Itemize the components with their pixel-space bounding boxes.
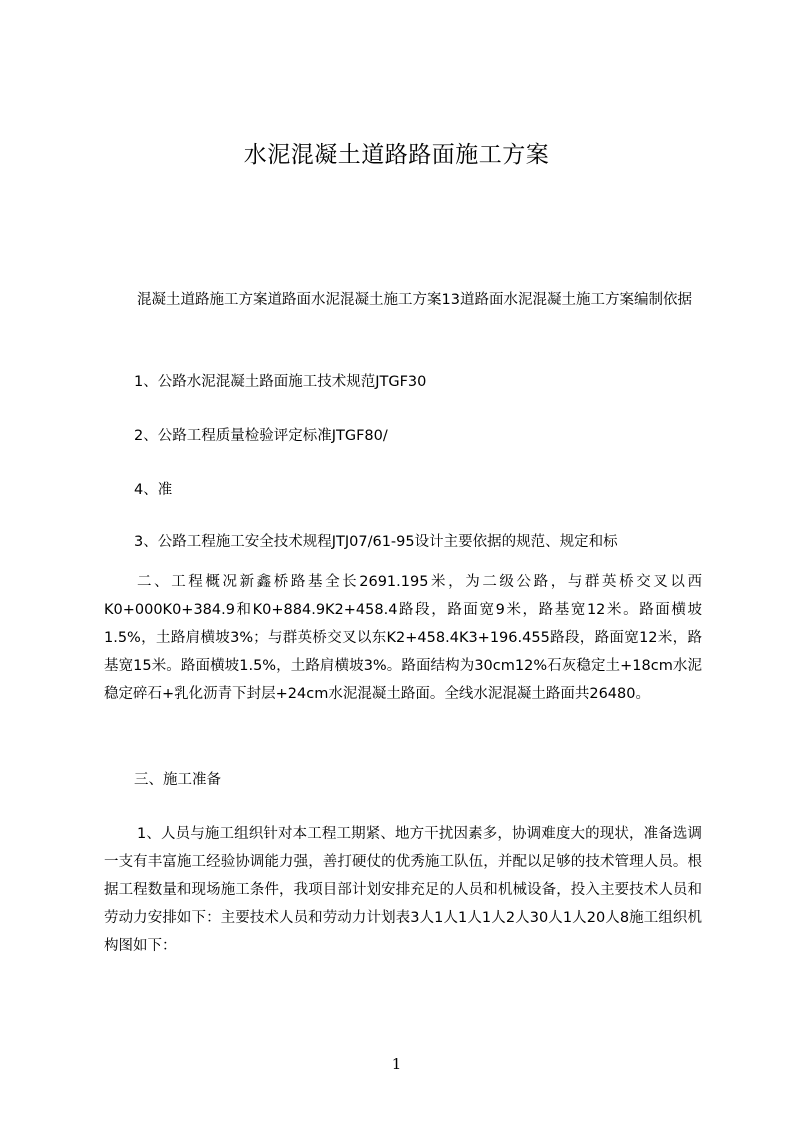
staffing-paragraph: 1、人员与施工组织针对本工程工期紧、地方干扰因素多，协调难度大的现状，准备选调一支有丰富施工经验协调能力强，善打硬仗的优秀施工队伍，并配以足够的技术管理人员。根据工程数量和现场施工条件，我项目部计划安排充足的人员和机械设备，投入主要技术人员和劳动力安排如下：主要技术人员和劳动力计划表3人1人1人1人2人30人1人20人8施工组织机构图如下： [104,826,702,954]
basis-item-4: 4、准 [134,482,173,498]
page-number: 1 [391,1055,402,1073]
basis-item-3: 3、公路工程施工安全技术规程JTJ07/61-95设计主要依据的规范、规定和标 [134,534,618,550]
basis-item-2: 2、公路工程质量检验评定标准JTGF80/ [134,428,388,444]
intro-paragraph: 混凝土道路施工方案道路面水泥混凝土施工方案13道路面水泥混凝土施工方案编制依据 [137,292,692,308]
basis-item-1: 1、公路水泥混凝土路面施工技术规范JTGF30 [134,374,427,390]
page-title: 水泥混凝土道路路面施工方案 [243,142,550,168]
project-overview-paragraph: 二、工程概况新鑫桥路基全长2691.195米，为二级公路，与群英桥交叉以西K0+000K0+384.9和K0+884.9K2+458.4路段，路面宽9米，路基宽12米。路面横坡1.5%，土路肩横坡3%；与群英桥交叉以东K2+458.4K3+196.455路段，路面宽12米，路基宽15米。路面横坡1.5%，土路肩横坡3%。路面结构为30cm12%石灰稳定土+18cm水泥稳定碎石+乳化沥青下封层+24cm水泥混凝土路面。全线水泥混凝土路面共26480。 [104,574,702,702]
section-heading-preparation: 三、施工准备 [134,772,221,788]
